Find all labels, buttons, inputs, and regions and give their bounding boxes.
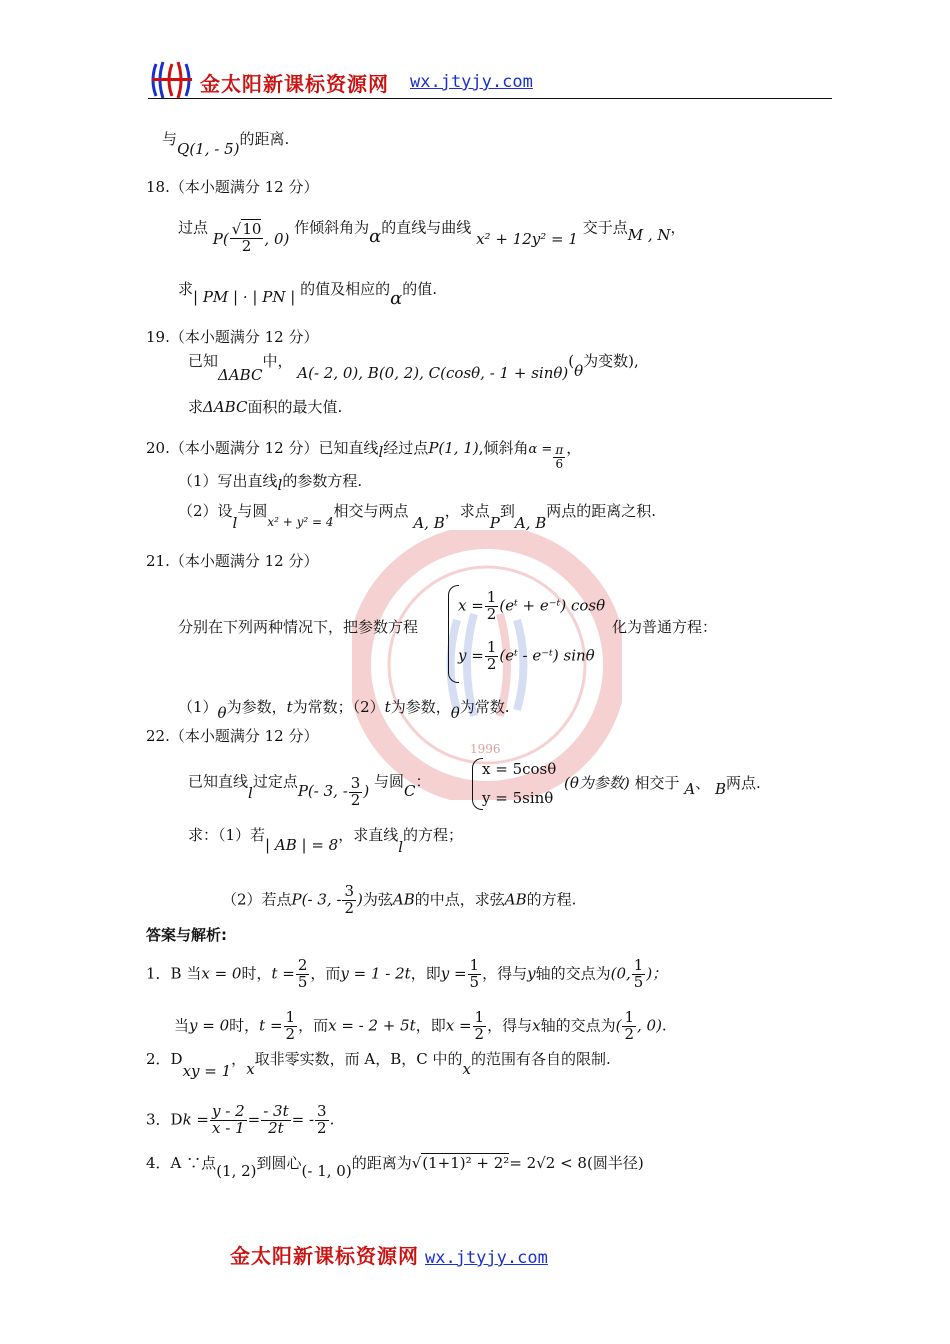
text: （1）	[178, 698, 218, 716]
fraction	[261, 1104, 290, 1137]
math: P(- 3, -	[291, 890, 342, 909]
math: A	[684, 780, 696, 798]
text: 与圆	[237, 502, 268, 520]
math: α	[369, 226, 382, 248]
math: - 3t	[263, 1102, 289, 1120]
math: )	[363, 782, 370, 801]
question-18-line2	[178, 278, 438, 309]
math: x =	[458, 596, 484, 615]
fraction	[468, 958, 482, 991]
question-19-line1	[188, 352, 639, 384]
text: 3．D	[146, 1110, 183, 1129]
math: | PM | · | PN |	[193, 288, 296, 306]
math: = 2√2 < 8	[509, 1154, 587, 1172]
math: 1	[486, 638, 497, 656]
text: 过定点	[252, 772, 298, 791]
text: ，得与	[487, 1016, 533, 1035]
text: 的参数方程.	[282, 472, 363, 490]
math: 2	[486, 654, 497, 673]
footer-link[interactable]: wx.jtyjy.com	[425, 1248, 548, 1268]
question-21-eq2	[458, 640, 595, 673]
text: 交于点	[582, 218, 628, 237]
fraction: $\frac{√10}{2}$	[231, 220, 262, 255]
fraction	[210, 1104, 247, 1137]
text: (圆半径)	[586, 1154, 644, 1172]
question-20-part1	[178, 472, 363, 494]
question-21-tail: 化为普通方程：	[612, 618, 718, 636]
text: 的距离.	[239, 130, 290, 148]
math: | AB | = 8	[265, 836, 339, 854]
text: 为参数，	[390, 698, 451, 716]
text: 为变数),	[583, 352, 639, 370]
math: )	[357, 890, 363, 909]
fraction	[632, 958, 646, 991]
text: ，求点	[444, 502, 490, 520]
math: , 0)	[636, 1016, 662, 1035]
math: x	[462, 1060, 471, 1078]
math: 5	[633, 972, 644, 991]
math: ΔABC	[218, 366, 263, 384]
math: A, B	[413, 514, 445, 532]
fraction	[315, 1104, 329, 1137]
math: M , N	[627, 226, 671, 245]
fraction	[485, 640, 499, 673]
math: )；	[646, 964, 668, 983]
answer-1-line1	[146, 958, 667, 991]
text: 已知直线	[188, 772, 249, 791]
text: 求	[178, 280, 194, 298]
question-22-line1	[188, 766, 431, 809]
math: (θ为参数)	[564, 774, 630, 792]
math: y =	[440, 964, 467, 983]
math: t	[384, 698, 391, 716]
math: (- 1, 0)	[301, 1162, 352, 1180]
text: 4．A	[146, 1154, 182, 1172]
answer-4: 4．A ∵点(1, 2)到圆心(- 1, 0)的距离为√(1+1)² + 2²= 2√2 < 8(圆半径)	[146, 1154, 644, 1180]
math: (eᵗ + e⁻ᵗ) cosθ	[499, 596, 606, 615]
math: AB	[392, 890, 415, 909]
math: 2	[624, 1024, 634, 1043]
math: 1	[474, 1008, 485, 1026]
math: 5	[297, 972, 308, 991]
math: A(- 2, 0), B(0, 2), C(cosθ, - 1 + sinθ)	[297, 364, 569, 382]
text: 到圆心	[256, 1154, 302, 1172]
math: Q(1, - 5)	[177, 140, 240, 158]
math: (1+1)² + 2²	[422, 1154, 510, 1172]
fraction	[553, 444, 565, 470]
math: k =	[182, 1110, 210, 1129]
text: 作倾斜角为	[294, 218, 370, 237]
math: θ	[450, 704, 460, 722]
math: 2	[350, 790, 361, 809]
math: P(1, 1)	[428, 439, 479, 458]
text: 相交于	[634, 774, 680, 792]
question-22-part2	[222, 884, 576, 917]
text: 为常数.	[459, 698, 510, 716]
fraction	[284, 1010, 298, 1043]
math: = -	[291, 1110, 315, 1129]
fraction	[342, 884, 356, 917]
text: 已知	[188, 352, 219, 370]
math: 1	[469, 956, 480, 974]
text: (	[568, 352, 575, 370]
text: 与	[162, 130, 178, 148]
math: l	[378, 443, 384, 462]
text: ，得与	[482, 964, 528, 983]
question-20-part2	[178, 502, 657, 532]
math: y - 2	[212, 1102, 245, 1120]
answer-1-line2	[174, 1010, 667, 1043]
page-header	[148, 58, 832, 102]
text: ,倾斜角	[478, 439, 529, 458]
text: 20.（本小题满分 12 分）已知直线	[146, 439, 379, 458]
math: 3	[317, 1102, 327, 1120]
math: 2	[317, 1118, 327, 1137]
math: 5	[469, 972, 480, 991]
math: y =	[458, 646, 484, 665]
text: ，	[231, 1050, 247, 1068]
question-22-heading: 22.（本小题满分 12 分）	[146, 727, 319, 745]
math: x = - 2 + 5t	[328, 1016, 416, 1035]
text: 时，	[241, 964, 272, 983]
question-19-line2	[188, 398, 342, 416]
math: x	[246, 1060, 255, 1078]
math: x = 0	[201, 964, 242, 983]
question-22-part1	[188, 826, 464, 856]
question-18-line1	[178, 212, 686, 255]
text: （2）设	[178, 502, 233, 520]
text: ，而	[310, 964, 341, 983]
math: x - 1	[212, 1118, 245, 1137]
math: x² + 12y² = 1	[476, 230, 578, 249]
math: π	[555, 443, 564, 457]
math: P(	[212, 230, 229, 249]
text: ∵点	[186, 1154, 217, 1172]
math: 2t	[268, 1118, 284, 1137]
math: 2	[285, 1024, 296, 1043]
question-22-eq2: y = 5sinθ	[482, 789, 554, 807]
text: 两点的距离之积.	[546, 502, 657, 520]
text: 的方程；	[403, 826, 464, 844]
math: P	[489, 514, 500, 532]
header-link[interactable]: wx.jtyjy.com	[410, 72, 533, 92]
text: ，	[670, 218, 686, 237]
math: x =	[445, 1016, 472, 1035]
math: l	[248, 784, 253, 803]
watermark-year: 1996	[470, 742, 501, 756]
text: 与圆	[373, 772, 404, 791]
text: 中，	[262, 352, 293, 370]
math: α =	[528, 442, 553, 458]
text: 的值.	[402, 280, 438, 298]
text: （2）若点	[222, 890, 292, 909]
math: 2	[297, 956, 308, 974]
text: 1．B 当	[146, 964, 202, 983]
math: 2	[474, 1024, 485, 1043]
math: 3	[350, 774, 361, 792]
math: 1	[633, 956, 644, 974]
question-19-heading: 19.（本小题满分 12 分）	[146, 328, 319, 346]
math: t	[286, 698, 293, 716]
text: 的范围有各自的限制.	[471, 1050, 611, 1068]
math: 1	[486, 588, 497, 606]
math: x	[532, 1016, 541, 1035]
math: (1, 2)	[216, 1162, 257, 1180]
text: 、	[695, 774, 711, 792]
question-22-eq1: x = 5cosθ	[482, 760, 557, 778]
text: 为常数；（2）	[292, 698, 385, 716]
math: , 0)	[264, 230, 290, 249]
question-20-heading	[146, 436, 582, 471]
text: 轴的交点为	[540, 1016, 616, 1035]
text: 面积的最大值.	[247, 398, 343, 416]
math: x² + y² = 4	[267, 515, 334, 529]
text: .	[661, 1016, 667, 1035]
text: 为参数，	[226, 698, 287, 716]
text: 的直线与曲线	[381, 218, 472, 237]
question-21-eq1	[458, 590, 605, 623]
fraction	[485, 590, 499, 623]
text: 的中点，求弦	[414, 890, 505, 909]
text: （1）写出直线	[178, 472, 278, 490]
math: y	[527, 964, 536, 983]
text: 相交与两点	[333, 502, 409, 520]
math: θ	[574, 362, 584, 380]
question-18-heading: 18.（本小题满分 12 分）	[146, 178, 319, 196]
question-21-cases	[178, 698, 510, 722]
math: l	[277, 476, 283, 494]
text: 经过点	[383, 439, 429, 458]
math: t =	[259, 1016, 283, 1035]
fraction	[622, 1010, 636, 1043]
fraction	[296, 958, 310, 991]
math: 1	[285, 1008, 296, 1026]
math: l	[398, 838, 404, 856]
answers-heading: 答案与解析:	[146, 926, 227, 944]
text: ，	[566, 439, 582, 458]
fraction	[349, 776, 363, 809]
text: 的值及相应的	[300, 280, 391, 298]
math: θ	[217, 704, 227, 722]
question-21-heading: 21.（本小题满分 12 分）	[146, 552, 319, 570]
text: 取非零实数，而 A，B，C 中的	[254, 1050, 463, 1068]
text: .	[329, 1110, 335, 1129]
math: xy = 1	[182, 1062, 232, 1080]
text: 求	[188, 398, 204, 416]
answer-2	[146, 1050, 611, 1080]
math: 10	[242, 220, 262, 238]
text: ，求直线	[338, 826, 399, 844]
text: 2．D	[146, 1050, 183, 1068]
footer-title: 金太阳新课标资源网	[230, 1244, 419, 1268]
text: 求：（1）若	[188, 826, 266, 844]
text: 的方程.	[526, 890, 577, 909]
math: α	[390, 288, 403, 309]
math: AB	[504, 890, 527, 909]
math: 2	[241, 236, 252, 255]
header-divider	[148, 98, 832, 99]
math: l	[232, 514, 238, 532]
math: y = 1 - 2t	[340, 964, 411, 983]
text: ：	[415, 772, 431, 791]
math: 2	[344, 898, 355, 917]
page-footer	[230, 1240, 548, 1269]
question-22-line1-tail	[564, 774, 761, 798]
math: C	[403, 782, 416, 801]
math: =	[247, 1110, 261, 1129]
fraction	[473, 1010, 487, 1043]
math: ΔABC	[203, 398, 248, 416]
math: (eᵗ - e⁻ᵗ) sinθ	[499, 646, 595, 665]
text: 的距离为	[351, 1154, 412, 1172]
text: 到	[499, 502, 515, 520]
text-line	[162, 130, 290, 158]
math: 6	[555, 456, 564, 471]
question-21-intro: 分别在下列两种情况下，把参数方程	[178, 618, 419, 636]
text: ，而	[298, 1016, 329, 1035]
text: 轴的交点为	[535, 964, 611, 983]
answer-3	[146, 1104, 334, 1137]
text: ，即	[410, 964, 441, 983]
math: 1	[624, 1008, 634, 1026]
math: y = 0	[189, 1016, 230, 1035]
math: 3	[344, 882, 355, 900]
text: 过点	[178, 218, 209, 237]
math: 2	[486, 604, 497, 623]
text: ，即	[415, 1016, 446, 1035]
text: 为弦	[362, 890, 393, 909]
math: P(- 3, -	[297, 782, 348, 801]
math: (	[615, 1016, 622, 1035]
math: (0,	[610, 964, 631, 983]
math: B	[714, 780, 726, 798]
text: 两点.	[726, 774, 761, 792]
text: 时，	[229, 1016, 260, 1035]
math: A, B	[514, 514, 547, 532]
text: 当	[174, 1016, 190, 1035]
header-title: 金太阳新课标资源网	[200, 72, 389, 96]
math: t =	[271, 964, 295, 983]
jty-logo-icon	[148, 58, 198, 102]
